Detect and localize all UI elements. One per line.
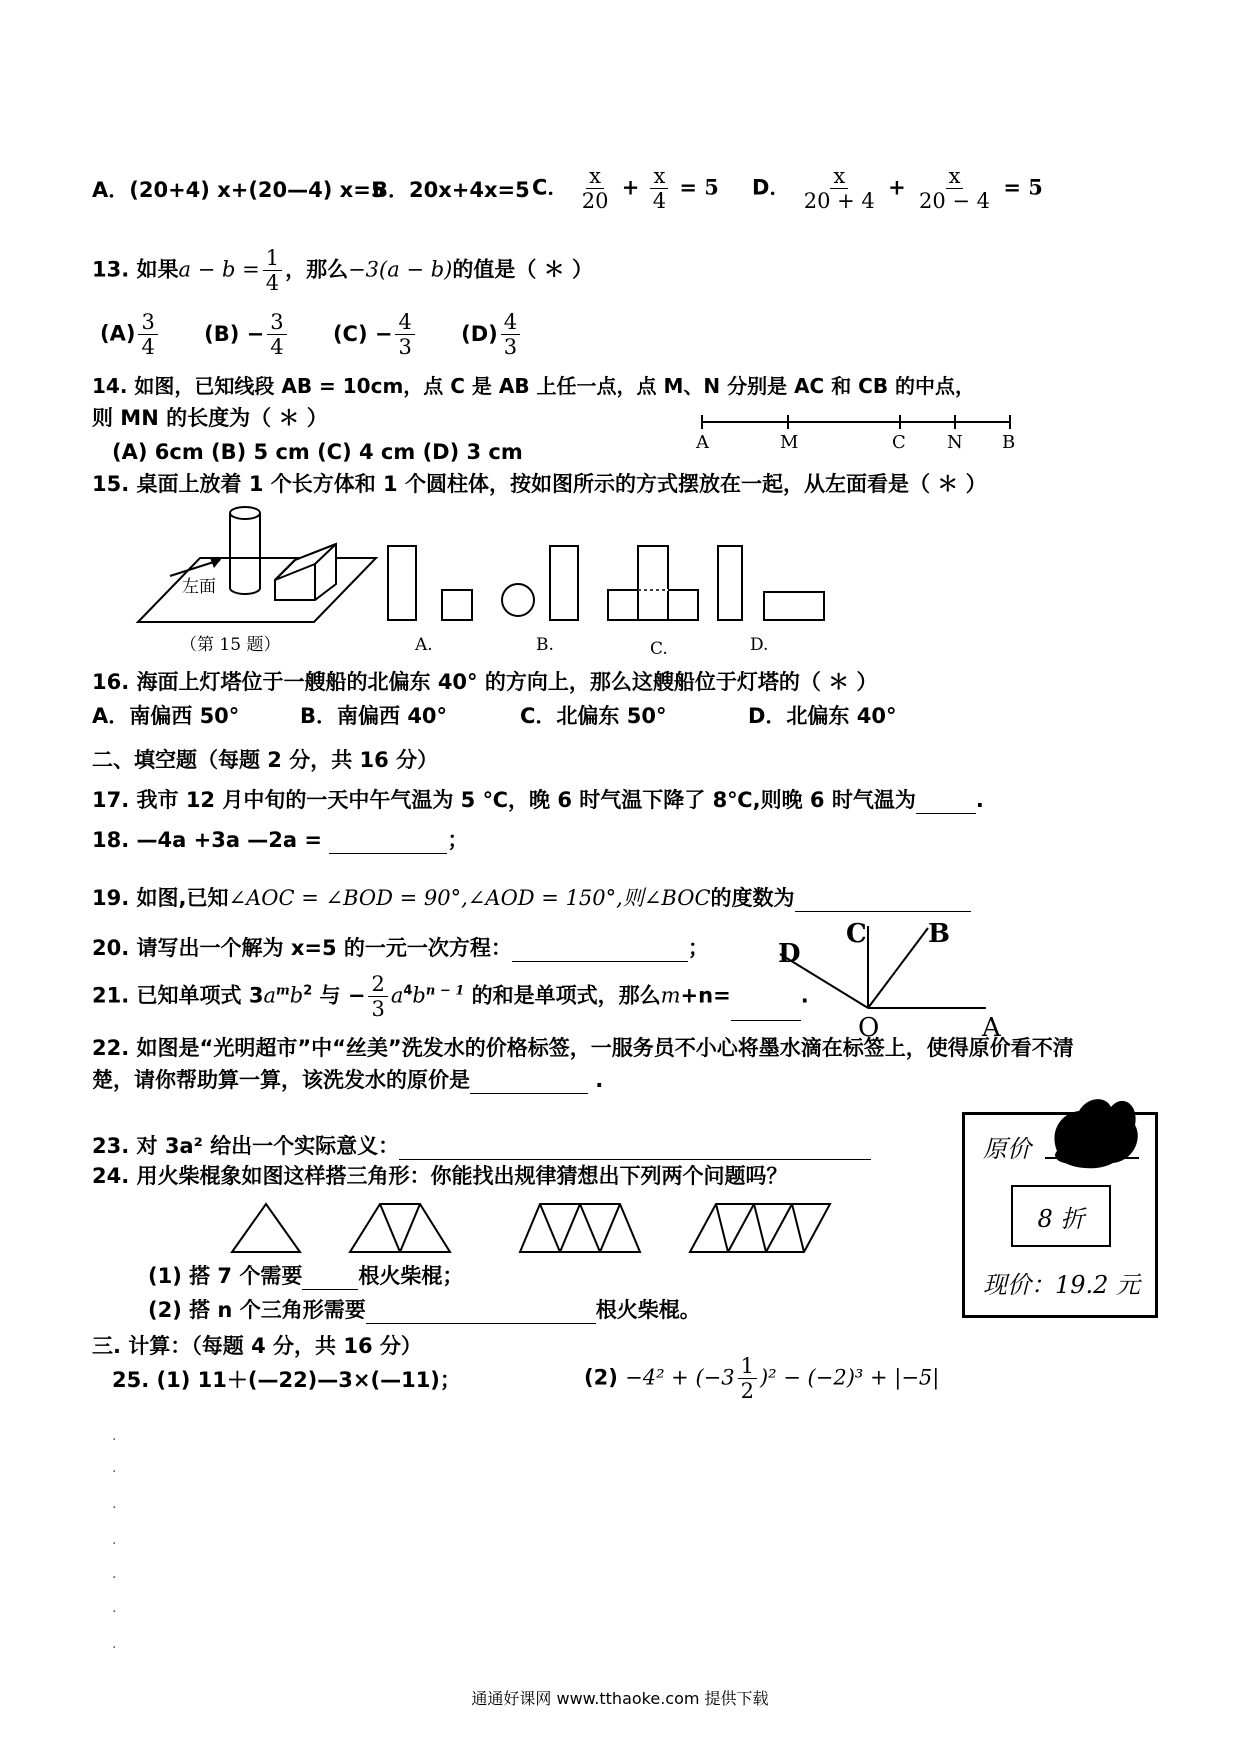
scan-dot: ·: [112, 1570, 117, 1586]
section3-heading: 三. 计算：（每题 4 分，共 16 分）: [92, 1334, 422, 1358]
q25-part1: (1) 11＋(—22)—3×(—11)；: [156, 1368, 461, 1392]
q24-sub2-unit: 根火柴棍。: [595, 1298, 701, 1322]
q13-c-num: 4: [395, 310, 414, 335]
option-b-tall-rect: [550, 546, 578, 620]
seg-label-m: M: [780, 432, 799, 450]
q12-c-fraction-2: [650, 164, 669, 213]
q23: [92, 1132, 871, 1160]
q13-prefix: 13. 如果: [92, 257, 179, 282]
seg-label-a: A: [696, 432, 709, 450]
q13-mid: ，那么: [285, 257, 349, 282]
q13-b-num: 3: [267, 310, 286, 335]
seg-label-c: C: [892, 432, 906, 450]
q23-answer-blank[interactable]: [399, 1159, 871, 1160]
q15-option-c-label: C.: [650, 639, 668, 659]
q12-option-c: [532, 164, 719, 213]
q13-option-c-label: (C) −: [332, 321, 393, 346]
q21: 21. 已知单项式 $3a^mb^2$ 与 − $\frac{2}{3}$ $a^4b^{n - 1}$ 的和是单项式，那么m+n= .: [92, 972, 809, 1021]
scan-dot: ·: [112, 1432, 117, 1448]
option-c-base: [608, 590, 698, 620]
scan-dot: ·: [112, 1464, 117, 1480]
price-tag-original: 原价: [983, 1135, 1031, 1163]
q22-line2: 楚，请你帮助算一算，该洗发水的原价是 .: [92, 1068, 604, 1092]
ink-blot: [1047, 1091, 1143, 1171]
scan-dot: ·: [112, 1640, 117, 1656]
q13-option-d-label: (D): [461, 321, 498, 346]
q13-option-d-frac: [501, 310, 520, 359]
option-c-column: [638, 546, 668, 620]
q25-frac-den: 2: [740, 1379, 754, 1403]
q15-option-b-label: B.: [536, 635, 554, 655]
option-d-tall-rect: [718, 546, 742, 620]
q21-term1-b-exp: 2: [303, 983, 313, 999]
q25-part2-expr-b: )² − (−2)³ + |−5|: [759, 1365, 940, 1390]
q24-sub2: [148, 1296, 701, 1324]
q25-part2-fraction: [738, 1354, 757, 1403]
scan-dot: ·: [112, 1604, 117, 1620]
q21-var-m: m: [660, 983, 681, 1008]
q24-sub1-unit: 根火柴棍；: [358, 1264, 464, 1288]
q19-expr: ∠AOC = ∠BOD = 90°,∠AOD = 150°,则∠BOC: [228, 886, 711, 910]
q23-text: 23. 对 3a² 给出一个实际意义：: [92, 1134, 400, 1158]
q13-frac-num: 1: [263, 246, 282, 271]
q14-line2: 则 MN 的长度为（ ＊ ）: [92, 406, 328, 430]
page-footer: 通通好课网 www.tthaoke.com 提供下载: [471, 1689, 769, 1708]
q24-sub1-blank[interactable]: [302, 1289, 358, 1290]
q13-c-den: 3: [398, 335, 412, 359]
q16-option-c: C．北偏东 50°: [520, 704, 667, 728]
q12-d-fraction-1: [801, 164, 878, 213]
section2-heading: 二、填空题（每题 2 分，共 16 分）: [92, 748, 439, 772]
q12-c-num1: x: [586, 164, 604, 189]
q16-option-d: D．北偏东 40°: [748, 704, 897, 728]
scan-dot: ·: [112, 1500, 117, 1516]
q12-d-den2: 20 − 4: [919, 189, 991, 213]
angle-label-b: B: [928, 919, 950, 949]
option-a-tall-rect: [388, 546, 416, 620]
q14-options: (A) 6cm (B) 5 cm (C) 4 cm (D) 3 cm: [112, 440, 523, 464]
seg-label-b: B: [1002, 432, 1016, 450]
q13-lhs: a − b =: [178, 257, 260, 282]
q12-d-num1: x: [830, 164, 848, 189]
angle-label-a: A: [982, 1013, 1001, 1038]
q14-line1: 14. 如图，已知线段 AB = 10cm，点 C 是 AB 上任一点，点 M、N 分别是 AC 和 CB 的中点，: [92, 374, 976, 398]
q12-d-num2: x: [946, 164, 964, 189]
q13-a-num: 3: [138, 310, 157, 335]
cylinder-top: [230, 507, 260, 519]
q13-option-a-label: (A): [100, 321, 136, 346]
q12-c-num2: x: [650, 164, 668, 189]
q12-d-plus: +: [888, 174, 906, 200]
q21-frac-num: 2: [368, 972, 387, 997]
discount-box: 8 折: [1011, 1185, 1111, 1247]
q19-prefix: 19. 如图,已知: [92, 886, 229, 910]
q15-option-d-label: D.: [750, 635, 769, 655]
q15-option-a-label: A.: [415, 635, 433, 655]
q13-option-b-label: (B) −: [204, 321, 265, 346]
q17-text: 17. 我市 12 月中旬的一天中午气温为 5 ℃，晚 6 时气温下降了 8℃,则晚 6 时气温为: [92, 788, 916, 812]
q12-option-d: [752, 164, 1043, 213]
q12-c-plus: +: [621, 174, 647, 200]
q21-tail: +n=: [680, 983, 731, 1008]
price-tag-current: 现价：19.2 元: [983, 1271, 1141, 1299]
q25-part2-expr-a: −4² + (−3: [625, 1365, 735, 1390]
q18-answer-blank[interactable]: [329, 853, 447, 854]
q21-term2-a: a: [390, 983, 404, 1008]
q21-suffix: 的和是单项式，那么: [464, 983, 661, 1008]
q21-term2-a-exp: 4: [403, 983, 413, 999]
q24-sub2-blank[interactable]: [366, 1323, 596, 1324]
q24-sub1: [148, 1262, 463, 1290]
triangle-pattern-2: [350, 1204, 450, 1252]
q12-c-den2: 4: [652, 189, 667, 213]
q20-answer-blank[interactable]: [512, 961, 688, 962]
q18: 18. —4a +3a —2a = ；: [92, 828, 469, 852]
q21-term2-b: b: [412, 983, 426, 1008]
q22-line1: 22. 如图是“光明超市”中“丝美”洗发水的价格标签，一服务员不小心将墨水滴在标签上，使得原价看不清: [92, 1036, 1074, 1060]
angle-label-o: O: [858, 1013, 880, 1038]
q12-option-a: A．(20+4) x+(20—4) x=5: [92, 178, 386, 202]
q13-suffix: 的值是（ ＊ ）: [452, 257, 593, 282]
match-triangles-figure: [220, 1196, 860, 1260]
q13-stem: [92, 246, 593, 295]
q13-b-den: 4: [270, 335, 284, 359]
q16-stem: 16. 海面上灯塔位于一艘船的北偏东 40° 的方向上，那么这艘船位于灯塔的（ ＊ ）: [92, 670, 878, 694]
seg-label-n: N: [947, 432, 963, 450]
scan-dot: ·: [112, 1536, 117, 1552]
q13-expr: −3(a − b): [348, 257, 453, 282]
q13-d-den: 3: [503, 335, 518, 359]
q21-frac-den: 3: [371, 997, 385, 1021]
q12-option-b: B．20x+4x=5: [372, 178, 530, 202]
q25-part2-label: (2): [584, 1365, 618, 1390]
q25-frac-num: 1: [738, 1354, 757, 1379]
q24-sub1-text: (1) 搭 7 个需要: [148, 1264, 303, 1288]
triangle-pattern-1: [232, 1204, 300, 1252]
q13-a-den: 4: [141, 335, 155, 359]
q19-suffix: 的度数为: [710, 886, 795, 910]
q25-label: 25.: [112, 1368, 150, 1392]
q21-fraction: [368, 972, 387, 1021]
q12-c-den1: 20: [581, 189, 609, 213]
q13-frac-den: 4: [265, 271, 280, 295]
q12-d-den1: 20 + 4: [803, 189, 875, 213]
q21-term1-b: b: [289, 983, 304, 1008]
triangle-pattern-3: [520, 1204, 640, 1252]
option-a-square: [442, 590, 472, 620]
q13-fraction: [263, 246, 282, 295]
q25: [112, 1366, 461, 1394]
q21-term2-b-exp: n − 1: [425, 983, 465, 999]
left-view-label: 左面: [182, 577, 216, 597]
q18-text: 18. —4a +3a —2a =: [92, 828, 322, 852]
q24-sub2-text: (2) 搭 n 个三角形需要: [148, 1298, 366, 1322]
q12-option-c-label: C．: [532, 175, 569, 200]
q20: 20. 请写出一个解为 x=5 的一元一次方程： ；: [92, 936, 709, 960]
q12-c-fraction-1: [579, 164, 612, 213]
q22-answer-blank[interactable]: [470, 1093, 588, 1094]
q17-answer-blank[interactable]: [916, 813, 976, 814]
angle-label-d: D: [778, 939, 801, 969]
q13-options: [100, 310, 523, 359]
q12-d-fraction-2: [916, 164, 993, 213]
q22-line2-text: 楚，请你帮助算一算，该洗发水的原价是: [92, 1068, 470, 1092]
q12-d-equals: = 5: [1003, 174, 1043, 200]
q25-part2: [584, 1354, 939, 1403]
q21-term1-a-exp: m: [275, 983, 290, 999]
q15-figure: [130, 500, 850, 660]
angle-label-c: C: [846, 919, 867, 949]
q16-option-b: B．南偏西 40°: [300, 704, 448, 728]
q12-option-d-label: D．: [752, 175, 791, 200]
q20-text: 20. 请写出一个解为 x=5 的一元一次方程：: [92, 936, 512, 960]
q15-stem: 15. 桌面上放着 1 个长方体和 1 个圆柱体，按如图所示的方式摆放在一起，从左面看是（ ＊ ）: [92, 472, 987, 496]
table-plane: [138, 558, 376, 622]
q17: 17. 我市 12 月中旬的一天中午气温为 5 ℃，晚 6 时气温下降了 8℃,则晚 6 时气温为 .: [92, 788, 984, 812]
q13-option-b-frac: [267, 310, 286, 359]
q14-segment-figure: [690, 400, 1020, 450]
q16-option-a: A．南偏西 50°: [92, 704, 240, 728]
q13-d-num: 4: [501, 310, 520, 335]
angle-figure: [770, 908, 1010, 1038]
q12-c-equals: = 5: [679, 174, 719, 200]
q21-term1-a: a: [263, 983, 276, 1008]
q13-option-a-frac: [138, 310, 157, 359]
q24-stem: 24. 用火柴棍象如图这样搭三角形：你能找出规律猜想出下列两个问题吗？: [92, 1164, 788, 1188]
option-d-wide-rect: [764, 592, 824, 620]
q21-prefix: 21. 已知单项式 3: [92, 983, 264, 1008]
price-tag: [962, 1112, 1158, 1318]
q21-mid: 与 −: [312, 983, 366, 1008]
q13-option-c-frac: [395, 310, 414, 359]
ray-ob: [868, 928, 928, 1008]
option-b-circle: [502, 584, 534, 616]
q15-caption: （第 15 题）: [180, 635, 281, 655]
